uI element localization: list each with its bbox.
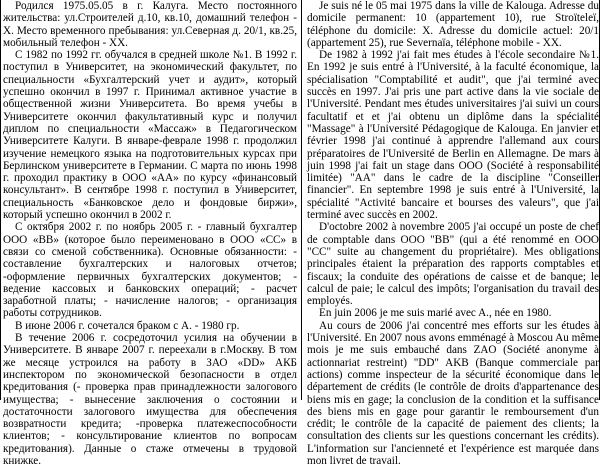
ru-paragraph-education: С 1982 по 1992 гг. обучался в средней школе №1. В 1992 г. поступил в Университет, на экономический факультет, по специальности «Бухгалтерский учет и аудит», который успешно окончил в 1997 г. Принимал активное участие в общественной жизни Университета. Во время учебы в Университете окончил факультативный курс и получил диплом по специальности «Массаж» в Педагогическом Университете Калуги. В январе-феврале 1998 г. продолжил изучение немецкого языка на подготовительных курсах при Берлинском университете в Германии. С марта по июнь 1998 г. проходил практику в ООО «АА» по курсу «финансовый консультант». В сентябре 1998 г. поступил в Университет, специальность «Банковское дело и фондовые биржи», который успешно окончил в 2002 г. <box>3 49 297 222</box>
ru-paragraph-personal: Родился 1975.05.05 в г. Калуга. Место постоянного жительства: ул.Строителей д.10, кв.10, домашний телефон - Х. Место временного пребывания: ул.Северная д. 20/1, кв.25, мобильный телефон - ХХ. <box>3 0 297 49</box>
russian-column <box>1 0 301 467</box>
fr-paragraph-education: De 1982 à 1992 j'ai fait mes études à l'école secondaire №1. En 1992 je suis entré à l'Université, à la faculté économique, la spécialisation "Comptabilité et audit", que j'ai terminé avec succès en 1997. J'ai pris une part active dans la vie sociale de l'Université. Pendant mes études universitaires j'ai suivi un cours facultatif et et j'ai obtenu un diplôme dans la spécialité "Massage" à l'Université Pédagogique de Kalouga. En janvier et février 1998 j'ai continué à apprendre l'allemand aux cours préparatoires de l'Université de Berlin en Allemagne. De mars à juin 1998 j'ai fait un stage dans OOO (Société à responsabilité limitée) "AA" dans le cadre de la discipline "Conseiller financier". En septembre 1998 je suis entré à l'Université, la spécialité "Activité bancaire et bourses des valeurs", que j'ai terminé avec succès en 2002. <box>307 49 599 222</box>
ru-paragraph-marriage: В июне 2006 г. сочетался браком с А. - 1980 гр. <box>15 319 240 332</box>
fr-paragraph-employment: D'octobre 2002 à novembre 2005 j'ai occupé un poste de chef de comptable dans OOO "BB" (qui a été renommé en OOO "CC" suite au changement du propriétaire). Mes obligations principales étaient la préparation des rapports comptables et fiscaux; la conduite des opérations de caisse et de banque; le calcul de paie; le calcul des impôts; l'organisation du travail des employés. <box>307 221 599 308</box>
ru-paragraph-current-job: В течение 2006 г. сосредоточил усилия на обучении в Университете. В январе 2007 г. переехали в г.Москву. В том же месяце устроился на работу в ЗАО «DD» АКБ инспектором по экономической безопасности в отдел кредитования (- проверка прав принадлежности залогового имущества; - вынесение заключения о состоянии и достаточности залогового имущества для обеспечения возвратности кредита; -проверка платежеспособности клиентов; - консультирование клиентов по вопросам кредитования). Данные о стаже отмечены в трудовой книжке. <box>3 332 297 467</box>
fr-paragraph-marriage: En juin 2006 je me suis marié avec A., née en 1980. <box>319 307 552 320</box>
fr-paragraph-personal: Je suis né le 05 mai 1975 dans la ville de Kalouga. Adresse du domicile permanent: 10 (appartement 10), rue Stroïteleï, téléphone du domicile: X. Adresse du domicile actuel: 20/1 (appartement 25), rue Severnaïa, téléphone mobile - XX. <box>307 0 599 49</box>
ru-paragraph-employment: С октября 2002 г. по ноябрь 2005 г. - главный бухгалтер ООО «ВВ» (которое было переименовано в ООО «СС» в связи со сменой собственника). Основные обязанности: - составление бухгалтерских и налоговых отчетов; -оформление первичных бухгалтерских документов; - ведение кассовых и банковских операций; - расчет заработной платы; - начисление налогов; - организация работы сотрудников. <box>3 221 297 320</box>
french-column <box>302 0 601 467</box>
fr-paragraph-current-job: Au cours de 2006 j'ai concentré mes efforts sur les études à l'Université. En 2007 nous avons emménagé à Moscou Au même mois je me suis embauché dans ZAO (Société anonyme à actionnariat restreint) "DD" AKB (Banque commerciale par actions) comme inspecteur de la sécurité économique dans le département de crédits (le contrôle de droits d'appartenance des biens mis en gage; la conclusion de la condition et la suffisance des biens mis en gage pour garantir le remboursement d'un crédit; le contrôle de la capacité de paiement des clients; la consultation des clients sur les questions concernant les crédits). L'information sur l'ancienneté et l'expérience est marquée dans mon livret de travail. <box>307 319 599 467</box>
